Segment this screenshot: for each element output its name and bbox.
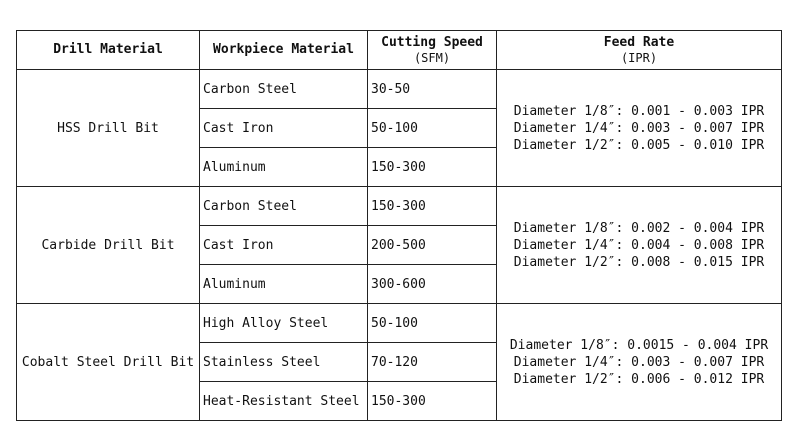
workpiece-cell: Heat-Resistant Steel (200, 382, 368, 421)
feed-rate-cell (497, 187, 782, 304)
table-row (17, 304, 782, 343)
speed-cell: 70-120 (368, 343, 497, 382)
workpiece-cell: Cast Iron (200, 109, 368, 148)
drill-material-cell: Carbide Drill Bit (17, 187, 200, 304)
feed-rate-cell (497, 304, 782, 421)
drill-material-cell: HSS Drill Bit (17, 70, 200, 187)
feed-rate-line: Diameter 1/2″: 0.006 - 0.012 IPR (513, 371, 765, 387)
workpiece-cell: Aluminum (200, 265, 368, 304)
workpiece-cell: Carbon Steel (200, 187, 368, 226)
drill-material-cell: Cobalt Steel Drill Bit (17, 304, 200, 421)
workpiece-cell: Stainless Steel (200, 343, 368, 382)
header-cutting-speed: Cutting Speed (SFM) (368, 31, 497, 70)
header-row (17, 31, 782, 70)
feed-rate-line: Diameter 1/4″: 0.003 - 0.007 IPR (513, 354, 765, 370)
feed-rate-line: Diameter 1/2″: 0.005 - 0.010 IPR (513, 137, 765, 153)
workpiece-cell: Aluminum (200, 148, 368, 187)
feed-rate-line: Diameter 1/4″: 0.004 - 0.008 IPR (513, 237, 765, 253)
speed-cell: 50-100 (368, 304, 497, 343)
header-feed-rate: Feed Rate (IPR) (497, 31, 782, 70)
speed-cell: 50-100 (368, 109, 497, 148)
speed-cell: 300-600 (368, 265, 497, 304)
table-row (17, 70, 782, 109)
header-workpiece-material: Workpiece Material (200, 31, 368, 70)
feed-rate-line: Diameter 1/4″: 0.003 - 0.007 IPR (513, 120, 765, 136)
speed-cell: 150-300 (368, 148, 497, 187)
speed-cell: 30-50 (368, 70, 497, 109)
workpiece-cell: Carbon Steel (200, 70, 368, 109)
feed-rate-line: Diameter 1/8″: 0.002 - 0.004 IPR (513, 220, 765, 236)
speed-cell: 150-300 (368, 382, 497, 421)
feed-rate-line: Diameter 1/8″: 0.0015 - 0.004 IPR (509, 337, 769, 353)
header-drill-material: Drill Material (17, 31, 200, 70)
workpiece-cell: High Alloy Steel (200, 304, 368, 343)
feed-rate-line: Diameter 1/8″: 0.001 - 0.003 IPR (513, 103, 765, 119)
speed-cell: 200-500 (368, 226, 497, 265)
table-row (17, 187, 782, 226)
feed-rate-cell (497, 70, 782, 187)
feed-rate-line: Diameter 1/2″: 0.008 - 0.015 IPR (513, 254, 765, 270)
speed-cell: 150-300 (368, 187, 497, 226)
drill-speed-table (16, 30, 782, 421)
workpiece-cell: Cast Iron (200, 226, 368, 265)
